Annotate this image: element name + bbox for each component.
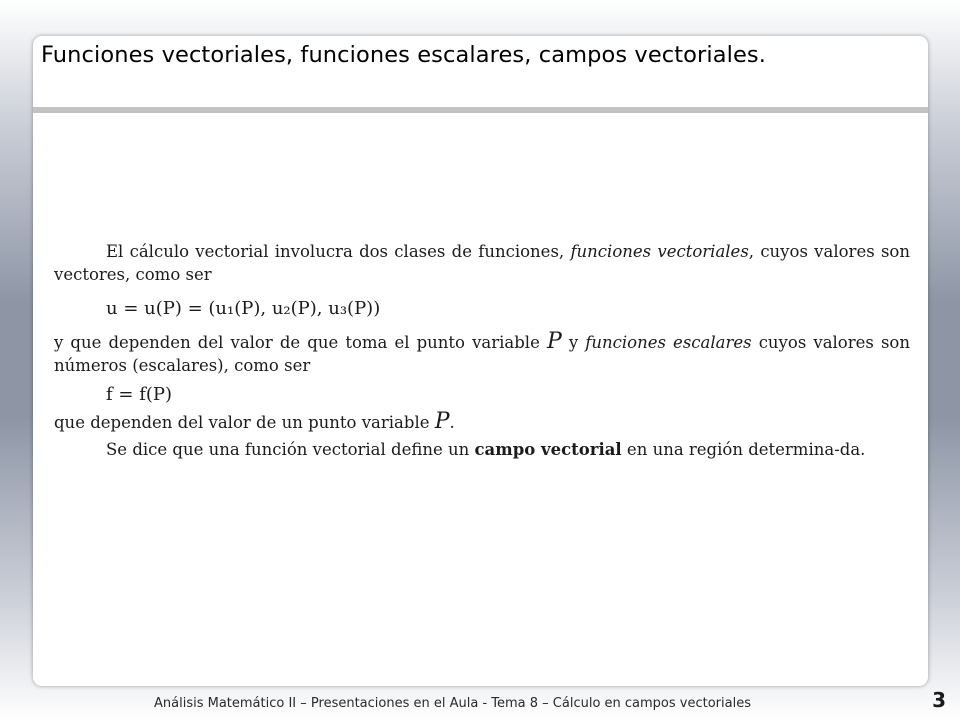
term-funciones-escalares: funciones escalares	[585, 333, 752, 352]
variable-p: P	[546, 329, 562, 354]
p2-text-b: y	[561, 333, 586, 352]
paragraph-vector-functions	[54, 240, 910, 286]
p3-text-a: que dependen del valor de un punto variable	[54, 413, 435, 432]
formula-vector-function: u = u(P) = (u₁(P), u₂(P), u₃(P))	[106, 298, 381, 319]
title-divider	[33, 107, 928, 113]
paragraph-scalar-functions	[54, 330, 910, 377]
slide-title: Funciones vectoriales, funciones escalares, campos vectoriales.	[41, 42, 766, 68]
p4-text-a: Se dice que una función vectorial define un	[106, 440, 475, 459]
p3-text-b: .	[449, 413, 455, 432]
p4-text-b: en una región determina-da.	[621, 440, 866, 459]
p1-text-a: El cálculo vectorial involucra dos clases de funciones,	[106, 242, 571, 261]
page-number: 3	[932, 688, 946, 712]
formula-scalar-function: f = f(P)	[106, 384, 173, 405]
p2-text-c: cuyos valores son números (escalares), como ser	[54, 333, 910, 375]
footer-caption: Análisis Matemático II – Presentaciones en el Aula - Tema 8 – Cálculo en campos vectoriales	[154, 696, 751, 711]
slide-panel	[33, 36, 928, 686]
p1-text-b: , cuyos valores son vectores, como ser	[54, 242, 910, 284]
term-campo-vectorial: campo vectorial	[474, 440, 622, 459]
variable-p: P	[434, 409, 450, 434]
p2-text-a: y que dependen del valor de que toma el punto variable	[54, 333, 547, 352]
paragraph-point-variable	[54, 410, 910, 434]
term-funciones-vectoriales: funciones vectoriales	[570, 242, 749, 261]
paragraph-vector-field	[54, 438, 910, 461]
slide-body	[54, 240, 910, 461]
